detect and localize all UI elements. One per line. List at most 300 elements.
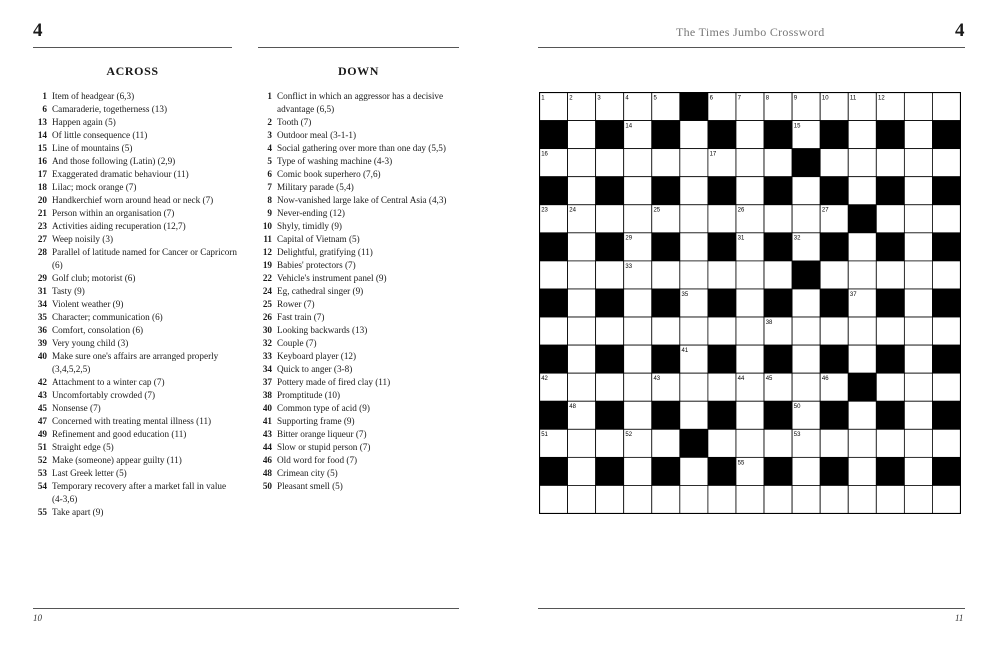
grid-block [764,121,792,149]
clue-text: Person within an organisation (7) [52,208,175,218]
grid-cell[interactable] [736,121,764,149]
grid-cell[interactable] [736,401,764,429]
down-clue [258,298,459,311]
grid-clue-number: 44 [737,376,745,383]
grid-cell[interactable] [624,401,652,429]
grid-cell[interactable] [680,121,708,149]
clue-number: 53 [37,468,47,478]
grid-clue-number: 21 [765,179,773,186]
grid-cell[interactable] [680,149,708,177]
grid-cell[interactable] [904,205,932,233]
grid-cell[interactable] [736,149,764,177]
grid-block [652,401,680,429]
grid-cell[interactable] [876,429,904,457]
grid-clue-number: 16 [541,151,548,158]
clue-text: Promptitude (10) [277,390,341,400]
grid-cell[interactable] [820,429,848,457]
grid-cell[interactable] [764,485,792,513]
grid-cell[interactable] [708,261,736,289]
clue-number: 52 [37,455,47,465]
grid-block [932,233,960,261]
clue-text: Last Greek letter (5) [52,468,127,478]
grid-cell[interactable] [680,177,708,205]
grid-clue-number: 5 [653,95,657,102]
grid-cell[interactable] [848,261,876,289]
down-clue [258,311,459,324]
grid-cell[interactable] [596,205,624,233]
grid-cell[interactable] [932,373,960,401]
grid-cell[interactable] [792,485,820,513]
grid-cell[interactable] [708,485,736,513]
grid-cell[interactable] [624,457,652,485]
grid-cell[interactable] [680,233,708,261]
grid-cell[interactable] [820,485,848,513]
across-clue [33,441,238,454]
grid-cell[interactable] [932,205,960,233]
grid-cell[interactable] [904,121,932,149]
clue-text: Rower (7) [277,299,315,309]
left-folio: 10 [33,613,42,623]
clue-text: Attachment to a winter cap (7) [52,377,165,387]
grid-block [680,429,708,457]
grid-cell[interactable] [932,93,960,121]
clue-number: 4 [267,143,272,153]
grid-cell[interactable] [876,373,904,401]
clue-text: Of little consequence (11) [52,130,148,140]
down-clue [258,207,459,220]
left-footer-rule [33,608,459,609]
grid-cell[interactable] [596,317,624,345]
clue-number: 34 [37,299,47,309]
clue-text: Happen again (5) [52,117,116,127]
grid-cell[interactable] [792,345,820,373]
grid-cell[interactable] [904,429,932,457]
grid-block [820,121,848,149]
grid-block [848,205,876,233]
grid-clue-number: 49 [709,404,717,411]
grid-cell[interactable] [736,289,764,317]
clue-text: Outdoor meal (3-1-1) [277,130,357,140]
grid-clue-number: 26 [737,207,745,214]
clue-number: 34 [262,364,272,374]
grid-clue-number: 40 [597,348,605,354]
grid-cell[interactable] [708,373,736,401]
clue-number: 28 [37,247,47,257]
clue-number: 2 [267,117,272,127]
grid-cell[interactable] [568,149,596,177]
grid-cell[interactable] [652,149,680,177]
grid-cell[interactable] [904,177,932,205]
grid-cell[interactable] [568,429,596,457]
grid-cell[interactable] [848,149,876,177]
clue-number: 26 [262,312,272,322]
down-clue [258,155,459,168]
clue-text: Violent weather (9) [52,299,124,309]
grid-block [932,121,960,149]
clue-text: Tooth (7) [277,117,312,127]
grid-cell[interactable] [848,457,876,485]
down-clue [258,90,459,116]
grid-cell[interactable] [568,345,596,373]
grid-cell[interactable] [848,401,876,429]
grid-block [652,457,680,485]
grid-cell[interactable] [820,317,848,345]
grid-clue-number: 4 [625,95,629,102]
down-clue-list [258,90,459,493]
grid-cell[interactable] [652,485,680,513]
across-clue [33,220,238,233]
grid-block [932,401,960,429]
down-clue [258,285,459,298]
grid-clue-number: 6 [709,95,713,102]
grid-clue-number: 43 [653,376,661,383]
grid-clue-number: 10 [821,95,829,102]
grid-cell[interactable] [624,289,652,317]
grid-cell[interactable] [932,429,960,457]
grid-cell[interactable] [736,261,764,289]
clue-number: 12 [262,247,272,257]
grid-cell[interactable] [680,401,708,429]
across-clue [33,480,238,506]
grid-clue-number: 18 [541,179,548,186]
clue-number: 39 [37,338,47,348]
clue-text: Exaggerated dramatic behaviour (11) [52,169,189,179]
crossword-title: The Times Jumbo Crossword [676,25,825,39]
grid-cell[interactable] [904,289,932,317]
clue-text: Capital of Vietnam (5) [277,234,360,244]
grid-cell[interactable] [848,317,876,345]
grid-block [652,233,680,261]
across-clue-list [33,90,238,519]
grid-cell[interactable] [904,401,932,429]
grid-cell[interactable] [820,149,848,177]
grid-cell[interactable] [736,317,764,345]
down-clue [258,181,459,194]
down-clue [258,194,459,207]
grid-cell[interactable] [848,485,876,513]
grid-cell[interactable] [904,457,932,485]
grid-cell[interactable] [568,457,596,485]
grid-cell[interactable] [904,485,932,513]
across-clue [33,181,238,194]
clue-number: 40 [262,403,272,413]
grid-clue-number: 14 [625,123,633,130]
grid-clue-number: 28 [541,235,548,242]
across-clue [33,324,238,337]
grid-cell[interactable] [736,177,764,205]
grid-cell[interactable] [568,233,596,261]
across-clue [33,389,238,402]
grid-cell[interactable] [932,485,960,513]
grid-cell[interactable] [932,261,960,289]
grid-cell[interactable] [876,485,904,513]
clue-text: Delightful, gratifying (11) [277,247,373,257]
grid-cell[interactable] [568,261,596,289]
grid-cell[interactable] [904,149,932,177]
grid-cell[interactable] [680,373,708,401]
grid-cell[interactable] [932,149,960,177]
grid-block [932,177,960,205]
grid-cell[interactable] [540,485,568,513]
grid-cell[interactable] [596,373,624,401]
clue-number: 27 [37,234,47,244]
clue-text: Refinement and good education (11) [52,429,187,439]
clue-number: 31 [37,286,47,296]
down-clue [258,402,459,415]
grid-block [596,233,624,261]
grid-cell[interactable] [764,261,792,289]
grid-cell[interactable] [736,485,764,513]
clue-number: 1 [267,91,272,101]
grid-cell[interactable] [568,373,596,401]
grid-block [932,457,960,485]
grid-cell[interactable] [904,373,932,401]
grid-block [596,457,624,485]
grid-cell[interactable] [540,261,568,289]
across-clue [33,506,238,519]
across-clue [33,285,238,298]
down-clue [258,116,459,129]
grid-cell[interactable] [624,177,652,205]
clue-number: 20 [37,195,47,205]
down-clue [258,168,459,181]
grid-cell[interactable] [904,317,932,345]
down-clue [258,337,459,350]
grid-clue-number: 3 [597,95,601,102]
clue-number: 19 [262,260,272,270]
clue-number: 21 [37,208,47,218]
grid-clue-number: 1 [541,95,545,102]
clue-text: And those following (Latin) (2,9) [52,156,176,166]
grid-cell[interactable] [904,233,932,261]
grid-cell[interactable] [680,485,708,513]
clue-number: 33 [262,351,272,361]
down-clue [258,441,459,454]
grid-clue-number: 36 [765,291,773,298]
grid-cell[interactable] [764,149,792,177]
clue-number: 24 [262,286,272,296]
grid-cell[interactable] [792,177,820,205]
grid-clue-number: 47 [541,404,548,411]
grid-cell[interactable] [904,261,932,289]
grid-cell[interactable] [596,485,624,513]
grid-cell[interactable] [624,317,652,345]
grid-cell[interactable] [596,149,624,177]
grid-cell[interactable] [848,345,876,373]
clue-text: Parallel of latitude named for Cancer or Capricorn (6) [52,247,237,270]
across-clue [33,246,238,272]
grid-cell[interactable] [792,289,820,317]
across-clue [33,103,238,116]
grid-cell[interactable] [652,317,680,345]
clue-number: 32 [262,338,272,348]
across-clue [33,142,238,155]
grid-cell[interactable] [848,121,876,149]
across-heading: ACROSS [106,64,159,78]
grid-clue-number: 25 [653,207,661,214]
clue-text: Military parade (5,4) [277,182,354,192]
clue-text: Babies' protectors (7) [277,260,356,270]
left-page-number: 4 [33,20,43,41]
grid-block [820,289,848,317]
grid-cell[interactable] [624,149,652,177]
across-clue [33,298,238,311]
across-clue [33,168,238,181]
clue-number: 36 [37,325,47,335]
grid-cell[interactable] [904,93,932,121]
grid-block [820,233,848,261]
clue-text: Handkerchief worn around head or neck (7) [52,195,214,205]
grid-clue-number: 22 [821,179,829,186]
across-clue [33,129,238,142]
grid-cell[interactable] [708,205,736,233]
clue-text: Take apart (9) [52,507,104,517]
clue-number: 51 [37,442,47,452]
grid-cell[interactable] [568,485,596,513]
clue-number: 42 [37,377,47,387]
grid-cell[interactable] [596,429,624,457]
clue-number: 13 [37,117,47,127]
right-footer-rule [538,608,965,609]
grid-cell[interactable] [624,485,652,513]
grid-clue-number: 55 [737,460,745,467]
grid-cell[interactable] [708,429,736,457]
clue-text: Supporting frame (9) [277,416,355,426]
clue-number: 9 [267,208,272,218]
grid-cell[interactable] [708,317,736,345]
clue-text: Type of washing machine (4-3) [277,156,393,166]
grid-cell[interactable] [792,373,820,401]
grid-clue-number: 2 [569,95,573,102]
grid-cell[interactable] [652,429,680,457]
grid-cell[interactable] [596,261,624,289]
clue-text: Quick to anger (3-8) [277,364,353,374]
grid-cell[interactable] [848,177,876,205]
grid-block [876,233,904,261]
grid-block [764,401,792,429]
clue-number: 44 [262,442,272,452]
clue-number: 47 [37,416,47,426]
grid-block [820,457,848,485]
grid-cell[interactable] [568,289,596,317]
clue-number: 30 [262,325,272,335]
clue-text: Very young child (3) [52,338,129,348]
grid-block [876,289,904,317]
across-clue [33,194,238,207]
grid-cell[interactable] [932,317,960,345]
grid-cell[interactable] [876,205,904,233]
clue-text: Camaraderie, togetherness (13) [52,104,168,114]
grid-cell[interactable] [568,317,596,345]
grid-cell[interactable] [680,205,708,233]
clue-number: 8 [267,195,272,205]
grid-clue-number: 45 [765,376,773,383]
grid-block [792,261,820,289]
grid-cell[interactable] [568,121,596,149]
clue-text: Fast train (7) [277,312,325,322]
right-page-number: 4 [955,20,965,41]
clue-text: Make sure one's affairs are arranged properly (3,4,5,2,5) [52,351,219,374]
clue-number: 18 [37,182,47,192]
grid-block [932,289,960,317]
clue-number: 46 [262,455,272,465]
grid-clue-number: 19 [597,179,605,186]
clue-text: Tasty (9) [52,286,85,296]
clue-text: Now-vanished large lake of Central Asia (4,3) [277,195,447,205]
clue-text: Slow or stupid person (7) [277,442,371,452]
grid-cell[interactable] [680,261,708,289]
clue-text: Lilac; mock orange (7) [52,182,137,192]
grid-cell[interactable] [680,317,708,345]
grid-clue-number: 12 [878,95,885,102]
down-clue [258,363,459,376]
clue-number: 15 [37,143,47,153]
right-folio: 11 [955,613,964,623]
grid-cell[interactable] [540,317,568,345]
crossword-grid[interactable] [539,92,961,514]
grid-cell[interactable] [820,261,848,289]
clue-number: 43 [37,390,47,400]
grid-cell[interactable] [736,345,764,373]
clue-text: Temporary recovery after a market fall in value (4-3,6) [52,481,227,504]
clue-number: 29 [37,273,47,283]
grid-cell[interactable] [876,317,904,345]
clue-number: 55 [37,507,47,517]
across-clue [33,116,238,129]
grid-clue-number: 20 [653,179,661,186]
grid-block [932,345,960,373]
grid-clue-number: 53 [793,432,801,439]
clue-number: 48 [262,468,272,478]
clue-number: 16 [37,156,47,166]
grid-clue-number: 51 [541,432,548,439]
grid-cell[interactable] [764,429,792,457]
grid-clue-number: 54 [541,460,548,467]
grid-clue-number: 50 [793,404,801,411]
grid-block [764,233,792,261]
grid-cell[interactable] [736,429,764,457]
grid-cell[interactable] [652,261,680,289]
clue-number: 5 [267,156,272,166]
grid-cell[interactable] [680,457,708,485]
grid-block [652,121,680,149]
across-clue [33,402,238,415]
grid-clue-number: 7 [737,95,742,102]
grid-cell[interactable] [876,261,904,289]
grid-cell[interactable] [792,205,820,233]
grid-cell[interactable] [876,149,904,177]
clue-text: Line of mountains (5) [52,143,133,153]
grid-cell[interactable] [848,429,876,457]
grid-cell[interactable] [792,317,820,345]
clue-number: 6 [42,104,47,114]
grid-cell[interactable] [624,373,652,401]
grid-cell[interactable] [764,205,792,233]
grid-cell[interactable] [624,205,652,233]
grid-cell[interactable] [624,345,652,373]
grid-clue-number: 17 [709,151,717,158]
grid-cell[interactable] [568,177,596,205]
clue-number: 10 [262,221,272,231]
grid-cell[interactable] [792,457,820,485]
grid-cell[interactable] [904,345,932,373]
across-clue [33,90,238,103]
grid-clue-number: 48 [569,404,576,411]
grid-block [764,457,792,485]
clue-text: Vehicle's instrument panel (9) [277,273,387,283]
grid-cell[interactable] [848,233,876,261]
grid-block [708,345,736,373]
